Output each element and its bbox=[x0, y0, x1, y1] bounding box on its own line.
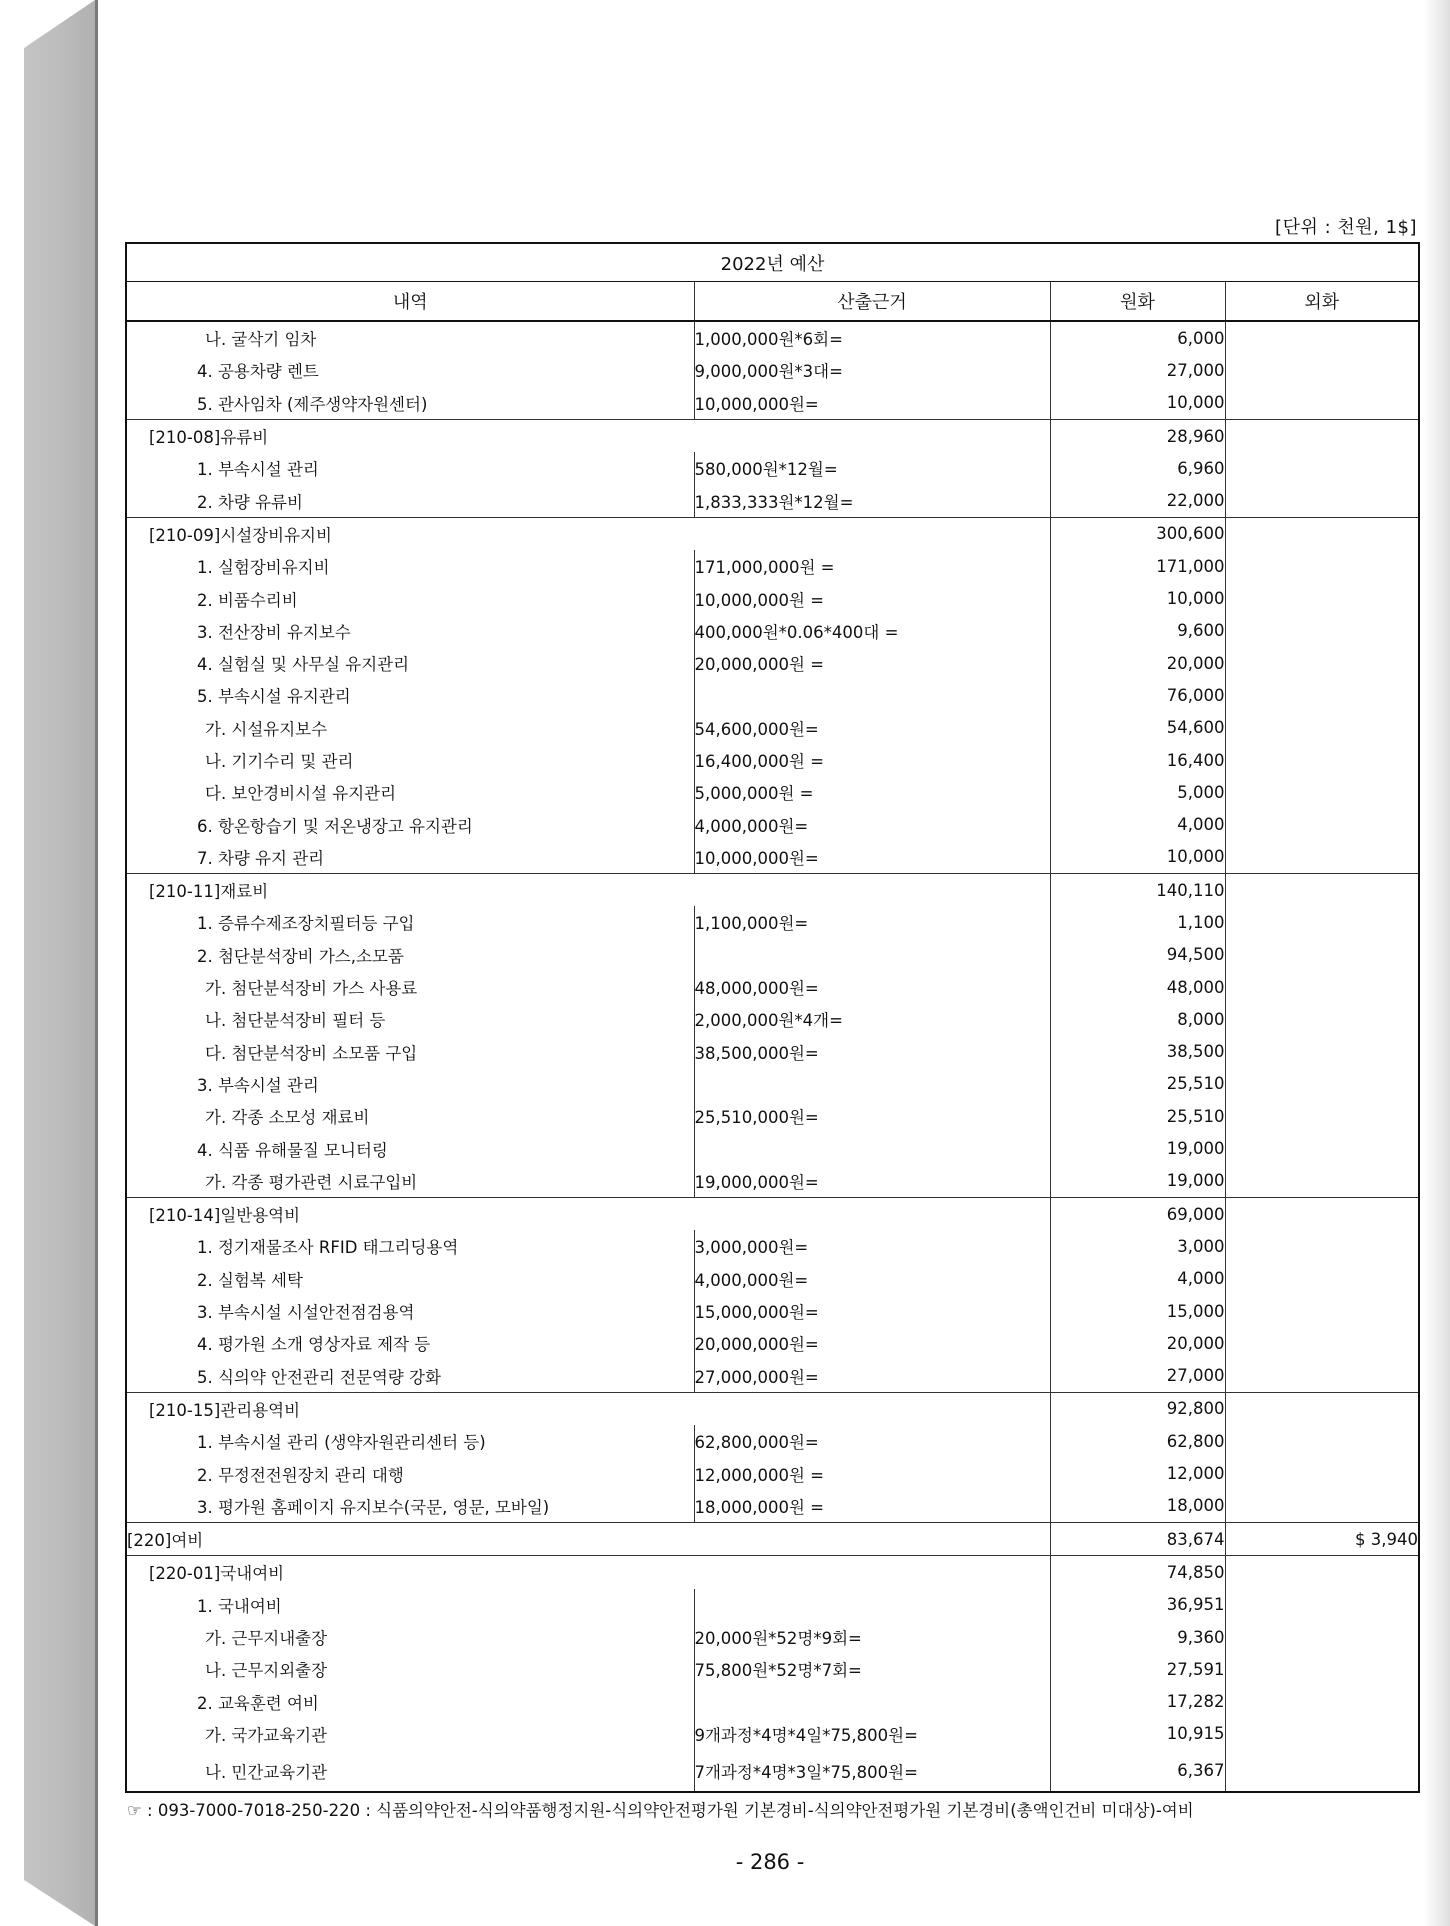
row-basis: 38,500,000원= bbox=[694, 1036, 1050, 1068]
unit-note: [단위 : 천원, 1$] bbox=[1275, 217, 1417, 238]
row-krw-amount: 5,000 bbox=[1050, 776, 1225, 808]
row-fx-amount bbox=[1225, 1589, 1419, 1621]
row-item: 3. 부속시설 관리 bbox=[126, 1068, 694, 1100]
column-header-krw: 원화 bbox=[1050, 282, 1225, 322]
row-item: [220-01]국내여비 bbox=[126, 1556, 1050, 1589]
row-item: 1. 실험장비유지비 bbox=[126, 550, 694, 582]
row-basis: 400,000원*0.06*400대 = bbox=[694, 615, 1050, 647]
table-row bbox=[126, 452, 1419, 484]
row-krw-amount: 10,000 bbox=[1050, 582, 1225, 614]
row-basis bbox=[694, 1068, 1050, 1100]
table-row bbox=[126, 1589, 1419, 1621]
row-fx-amount bbox=[1225, 517, 1419, 550]
row-item: [210-09]시설장비유지비 bbox=[126, 517, 1050, 550]
table-row bbox=[126, 1621, 1419, 1653]
row-krw-amount: 6,000 bbox=[1050, 321, 1225, 354]
table-row bbox=[126, 1068, 1419, 1100]
table-row bbox=[126, 419, 1419, 452]
row-fx-amount bbox=[1225, 744, 1419, 776]
row-basis: 10,000,000원 = bbox=[694, 582, 1050, 614]
row-krw-amount: 4,000 bbox=[1050, 808, 1225, 840]
row-fx-amount bbox=[1225, 874, 1419, 907]
table-row bbox=[126, 1425, 1419, 1457]
row-basis: 18,000,000원 = bbox=[694, 1490, 1050, 1523]
row-basis bbox=[694, 1132, 1050, 1164]
row-fx-amount bbox=[1225, 1556, 1419, 1589]
row-fx-amount bbox=[1225, 808, 1419, 840]
row-item: 나. 기기수리 및 관리 bbox=[126, 744, 694, 776]
row-item: 가. 각종 소모성 재료비 bbox=[126, 1100, 694, 1132]
row-item: 다. 보안경비시설 유지관리 bbox=[126, 776, 694, 808]
table-row bbox=[126, 971, 1419, 1003]
row-krw-amount: 10,000 bbox=[1050, 387, 1225, 420]
row-basis: 10,000,000원= bbox=[694, 387, 1050, 420]
row-krw-amount: 1,100 bbox=[1050, 906, 1225, 938]
row-basis: 48,000,000원= bbox=[694, 971, 1050, 1003]
row-item: 4. 평가원 소개 영상자료 제작 등 bbox=[126, 1327, 694, 1359]
row-basis bbox=[694, 1589, 1050, 1621]
column-header-basis: 산출근거 bbox=[694, 282, 1050, 322]
row-item: 2. 비품수리비 bbox=[126, 582, 694, 614]
row-basis: 3,000,000원= bbox=[694, 1230, 1050, 1262]
row-krw-amount: 10,000 bbox=[1050, 841, 1225, 874]
table-row bbox=[126, 1230, 1419, 1262]
row-item: 5. 식의약 안전관리 전문역량 강화 bbox=[126, 1360, 694, 1393]
table-row bbox=[126, 1522, 1419, 1555]
row-fx-amount bbox=[1225, 1621, 1419, 1653]
row-fx-amount bbox=[1225, 906, 1419, 938]
footnote: ☞ : 093-7000-7018-250-220 : 식품의약안전-식의약품행정지원-식의약안전평가원 기본경비-식의약안전평가원 기본경비(총액인건비 미대상)-여비 bbox=[127, 1801, 1194, 1820]
table-row bbox=[126, 1327, 1419, 1359]
row-item: 가. 국가교육기관 bbox=[126, 1718, 694, 1750]
row-item: 7. 차량 유지 관리 bbox=[126, 841, 694, 874]
row-fx-amount bbox=[1225, 321, 1419, 354]
row-fx-amount bbox=[1225, 841, 1419, 874]
table-row bbox=[126, 776, 1419, 808]
row-krw-amount: 8,000 bbox=[1050, 1003, 1225, 1035]
row-fx-amount bbox=[1225, 1425, 1419, 1457]
table-row bbox=[126, 712, 1419, 744]
row-item: 1. 국내여비 bbox=[126, 1589, 694, 1621]
row-fx-amount bbox=[1225, 354, 1419, 386]
table-row bbox=[126, 1100, 1419, 1132]
row-fx-amount bbox=[1225, 971, 1419, 1003]
row-fx-amount bbox=[1225, 1490, 1419, 1523]
row-item: 2. 실험복 세탁 bbox=[126, 1263, 694, 1295]
row-basis: 1,000,000원*6회= bbox=[694, 321, 1050, 354]
row-fx-amount bbox=[1225, 582, 1419, 614]
row-fx-amount bbox=[1225, 1457, 1419, 1489]
row-item: 나. 첨단분석장비 필터 등 bbox=[126, 1003, 694, 1035]
table-row bbox=[126, 1685, 1419, 1717]
table-row bbox=[126, 1198, 1419, 1231]
row-fx-amount bbox=[1225, 1327, 1419, 1359]
table-body bbox=[126, 321, 1419, 1792]
row-basis: 4,000,000원= bbox=[694, 1263, 1050, 1295]
row-item: 가. 근무지내출장 bbox=[126, 1621, 694, 1653]
row-krw-amount: 27,591 bbox=[1050, 1653, 1225, 1685]
row-krw-amount: 15,000 bbox=[1050, 1295, 1225, 1327]
row-krw-amount: 25,510 bbox=[1050, 1100, 1225, 1132]
row-krw-amount: 27,000 bbox=[1050, 354, 1225, 386]
row-fx-amount bbox=[1225, 1132, 1419, 1164]
row-item: 2. 무정전전원장치 관리 대행 bbox=[126, 1457, 694, 1489]
row-basis: 25,510,000원= bbox=[694, 1100, 1050, 1132]
row-basis: 580,000원*12월= bbox=[694, 452, 1050, 484]
row-krw-amount: 22,000 bbox=[1050, 484, 1225, 517]
row-fx-amount bbox=[1225, 1263, 1419, 1295]
row-item: 1. 부속시설 관리 (생약자원관리센터 등) bbox=[126, 1425, 694, 1457]
row-item: 3. 전산장비 유지보수 bbox=[126, 615, 694, 647]
row-basis: 19,000,000원= bbox=[694, 1165, 1050, 1198]
row-krw-amount: 4,000 bbox=[1050, 1263, 1225, 1295]
table-row bbox=[126, 1718, 1419, 1750]
row-krw-amount: 12,000 bbox=[1050, 1457, 1225, 1489]
row-basis: 10,000,000원= bbox=[694, 841, 1050, 874]
table-row bbox=[126, 354, 1419, 386]
row-basis: 9개과정*4명*4일*75,800원= bbox=[694, 1718, 1050, 1750]
table-row bbox=[126, 744, 1419, 776]
page-number: - 286 - bbox=[735, 1850, 805, 1874]
row-basis: 62,800,000원= bbox=[694, 1425, 1050, 1457]
row-krw-amount: 9,360 bbox=[1050, 1621, 1225, 1653]
row-krw-amount: 300,600 bbox=[1050, 517, 1225, 550]
row-item: 3. 부속시설 시설안전점검용역 bbox=[126, 1295, 694, 1327]
row-basis: 171,000,000원 = bbox=[694, 550, 1050, 582]
row-basis: 7개과정*4명*3일*75,800원= bbox=[694, 1750, 1050, 1792]
table-row bbox=[126, 582, 1419, 614]
table-row bbox=[126, 1490, 1419, 1523]
row-item: 가. 시설유지보수 bbox=[126, 712, 694, 744]
row-krw-amount: 6,367 bbox=[1050, 1750, 1225, 1792]
row-basis: 20,000원*52명*9회= bbox=[694, 1621, 1050, 1653]
row-basis: 20,000,000원= bbox=[694, 1327, 1050, 1359]
row-krw-amount: 17,282 bbox=[1050, 1685, 1225, 1717]
budget-table bbox=[125, 242, 1420, 1793]
row-basis bbox=[694, 939, 1050, 971]
row-item: 1. 증류수제조장치필터등 구입 bbox=[126, 906, 694, 938]
row-fx-amount: $ 3,940 bbox=[1225, 1522, 1419, 1555]
table-row bbox=[126, 1360, 1419, 1393]
row-item: [210-08]유류비 bbox=[126, 419, 1050, 452]
table-row bbox=[126, 321, 1419, 354]
table-row bbox=[126, 1653, 1419, 1685]
row-krw-amount: 6,960 bbox=[1050, 452, 1225, 484]
row-krw-amount: 19,000 bbox=[1050, 1132, 1225, 1164]
row-krw-amount: 18,000 bbox=[1050, 1490, 1225, 1523]
row-fx-amount bbox=[1225, 419, 1419, 452]
row-basis: 15,000,000원= bbox=[694, 1295, 1050, 1327]
row-item: 가. 각종 평가관련 시료구입비 bbox=[126, 1165, 694, 1198]
book-side-edge bbox=[0, 0, 97, 1926]
column-header-item: 내역 bbox=[126, 282, 694, 322]
book-spine-line bbox=[95, 0, 98, 1926]
row-item: 나. 근무지외출장 bbox=[126, 1653, 694, 1685]
row-krw-amount: 28,960 bbox=[1050, 419, 1225, 452]
row-krw-amount: 9,600 bbox=[1050, 615, 1225, 647]
row-fx-amount bbox=[1225, 679, 1419, 711]
row-item: 2. 교육훈련 여비 bbox=[126, 1685, 694, 1717]
year-header: 2022년 예산 bbox=[126, 243, 1419, 282]
row-item: 나. 민간교육기관 bbox=[126, 1750, 694, 1792]
row-item: [210-14]일반용역비 bbox=[126, 1198, 1050, 1231]
row-krw-amount: 19,000 bbox=[1050, 1165, 1225, 1198]
row-fx-amount bbox=[1225, 615, 1419, 647]
row-basis bbox=[694, 679, 1050, 711]
table-row bbox=[126, 808, 1419, 840]
row-item: [210-11]재료비 bbox=[126, 874, 1050, 907]
row-fx-amount bbox=[1225, 484, 1419, 517]
row-fx-amount bbox=[1225, 1685, 1419, 1717]
row-fx-amount bbox=[1225, 1165, 1419, 1198]
row-item: [220]여비 bbox=[126, 1522, 1050, 1555]
row-fx-amount bbox=[1225, 1392, 1419, 1425]
row-item: 3. 평가원 홈페이지 유지보수(국문, 영문, 모바일) bbox=[126, 1490, 694, 1523]
row-krw-amount: 74,850 bbox=[1050, 1556, 1225, 1589]
row-item: 4. 공용차량 렌트 bbox=[126, 354, 694, 386]
row-krw-amount: 3,000 bbox=[1050, 1230, 1225, 1262]
row-basis: 20,000,000원 = bbox=[694, 647, 1050, 679]
row-item: 2. 차량 유류비 bbox=[126, 484, 694, 517]
table-row bbox=[126, 1003, 1419, 1035]
table-row bbox=[126, 1556, 1419, 1589]
row-fx-amount bbox=[1225, 1230, 1419, 1262]
row-fx-amount bbox=[1225, 1718, 1419, 1750]
table-row bbox=[126, 1036, 1419, 1068]
row-fx-amount bbox=[1225, 1750, 1419, 1792]
row-fx-amount bbox=[1225, 387, 1419, 420]
row-krw-amount: 171,000 bbox=[1050, 550, 1225, 582]
row-krw-amount: 69,000 bbox=[1050, 1198, 1225, 1231]
row-basis: 1,100,000원= bbox=[694, 906, 1050, 938]
row-krw-amount: 76,000 bbox=[1050, 679, 1225, 711]
table-row bbox=[126, 874, 1419, 907]
table-row bbox=[126, 1263, 1419, 1295]
row-krw-amount: 10,915 bbox=[1050, 1718, 1225, 1750]
row-fx-amount bbox=[1225, 776, 1419, 808]
row-basis: 9,000,000원*3대= bbox=[694, 354, 1050, 386]
row-item: 1. 정기재물조사 RFID 태그리딩용역 bbox=[126, 1230, 694, 1262]
table-row bbox=[126, 1295, 1419, 1327]
row-fx-amount bbox=[1225, 1100, 1419, 1132]
row-krw-amount: 83,674 bbox=[1050, 1522, 1225, 1555]
row-item: 2. 첨단분석장비 가스,소모품 bbox=[126, 939, 694, 971]
row-basis: 4,000,000원= bbox=[694, 808, 1050, 840]
row-basis: 75,800원*52명*7회= bbox=[694, 1653, 1050, 1685]
row-krw-amount: 20,000 bbox=[1050, 647, 1225, 679]
table-row bbox=[126, 939, 1419, 971]
row-item: 1. 부속시설 관리 bbox=[126, 452, 694, 484]
row-krw-amount: 27,000 bbox=[1050, 1360, 1225, 1393]
row-fx-amount bbox=[1225, 1360, 1419, 1393]
table-row bbox=[126, 1165, 1419, 1198]
row-item: 나. 굴삭기 임차 bbox=[126, 321, 694, 354]
row-krw-amount: 20,000 bbox=[1050, 1327, 1225, 1359]
row-item: 다. 첨단분석장비 소모품 구입 bbox=[126, 1036, 694, 1068]
row-krw-amount: 94,500 bbox=[1050, 939, 1225, 971]
table-row bbox=[126, 484, 1419, 517]
row-basis: 16,400,000원 = bbox=[694, 744, 1050, 776]
table-row bbox=[126, 1392, 1419, 1425]
page-shadow bbox=[1424, 0, 1450, 1926]
table-row bbox=[126, 906, 1419, 938]
row-fx-amount bbox=[1225, 1653, 1419, 1685]
row-basis: 2,000,000원*4개= bbox=[694, 1003, 1050, 1035]
table-row bbox=[126, 647, 1419, 679]
table-row bbox=[126, 1457, 1419, 1489]
row-fx-amount bbox=[1225, 647, 1419, 679]
row-krw-amount: 16,400 bbox=[1050, 744, 1225, 776]
row-krw-amount: 54,600 bbox=[1050, 712, 1225, 744]
row-item: 5. 부속시설 유지관리 bbox=[126, 679, 694, 711]
row-fx-amount bbox=[1225, 712, 1419, 744]
row-krw-amount: 62,800 bbox=[1050, 1425, 1225, 1457]
row-basis: 1,833,333원*12월= bbox=[694, 484, 1050, 517]
table-row bbox=[126, 1132, 1419, 1164]
row-item: 5. 관사임차 (제주생약자원센터) bbox=[126, 387, 694, 420]
table-row bbox=[126, 679, 1419, 711]
row-basis: 54,600,000원= bbox=[694, 712, 1050, 744]
row-item: 4. 식품 유해물질 모니터링 bbox=[126, 1132, 694, 1164]
row-item: 6. 항온항습기 및 저온냉장고 유지관리 bbox=[126, 808, 694, 840]
row-krw-amount: 92,800 bbox=[1050, 1392, 1225, 1425]
row-item: [210-15]관리용역비 bbox=[126, 1392, 1050, 1425]
table-row bbox=[126, 550, 1419, 582]
row-item: 4. 실험실 및 사무실 유지관리 bbox=[126, 647, 694, 679]
row-fx-amount bbox=[1225, 1198, 1419, 1231]
row-item: 가. 첨단분석장비 가스 사용료 bbox=[126, 971, 694, 1003]
row-fx-amount bbox=[1225, 1068, 1419, 1100]
table-row bbox=[126, 1750, 1419, 1792]
row-krw-amount: 25,510 bbox=[1050, 1068, 1225, 1100]
table-row bbox=[126, 841, 1419, 874]
row-fx-amount bbox=[1225, 939, 1419, 971]
row-krw-amount: 140,110 bbox=[1050, 874, 1225, 907]
row-fx-amount bbox=[1225, 452, 1419, 484]
row-fx-amount bbox=[1225, 1036, 1419, 1068]
row-fx-amount bbox=[1225, 550, 1419, 582]
table-row bbox=[126, 387, 1419, 420]
row-basis: 5,000,000원 = bbox=[694, 776, 1050, 808]
row-basis bbox=[694, 1685, 1050, 1717]
row-basis: 12,000,000원 = bbox=[694, 1457, 1050, 1489]
row-fx-amount bbox=[1225, 1003, 1419, 1035]
table-row bbox=[126, 517, 1419, 550]
row-basis: 27,000,000원= bbox=[694, 1360, 1050, 1393]
table-row bbox=[126, 615, 1419, 647]
row-krw-amount: 48,000 bbox=[1050, 971, 1225, 1003]
row-krw-amount: 36,951 bbox=[1050, 1589, 1225, 1621]
row-fx-amount bbox=[1225, 1295, 1419, 1327]
column-header-fx: 외화 bbox=[1225, 282, 1419, 322]
row-krw-amount: 38,500 bbox=[1050, 1036, 1225, 1068]
